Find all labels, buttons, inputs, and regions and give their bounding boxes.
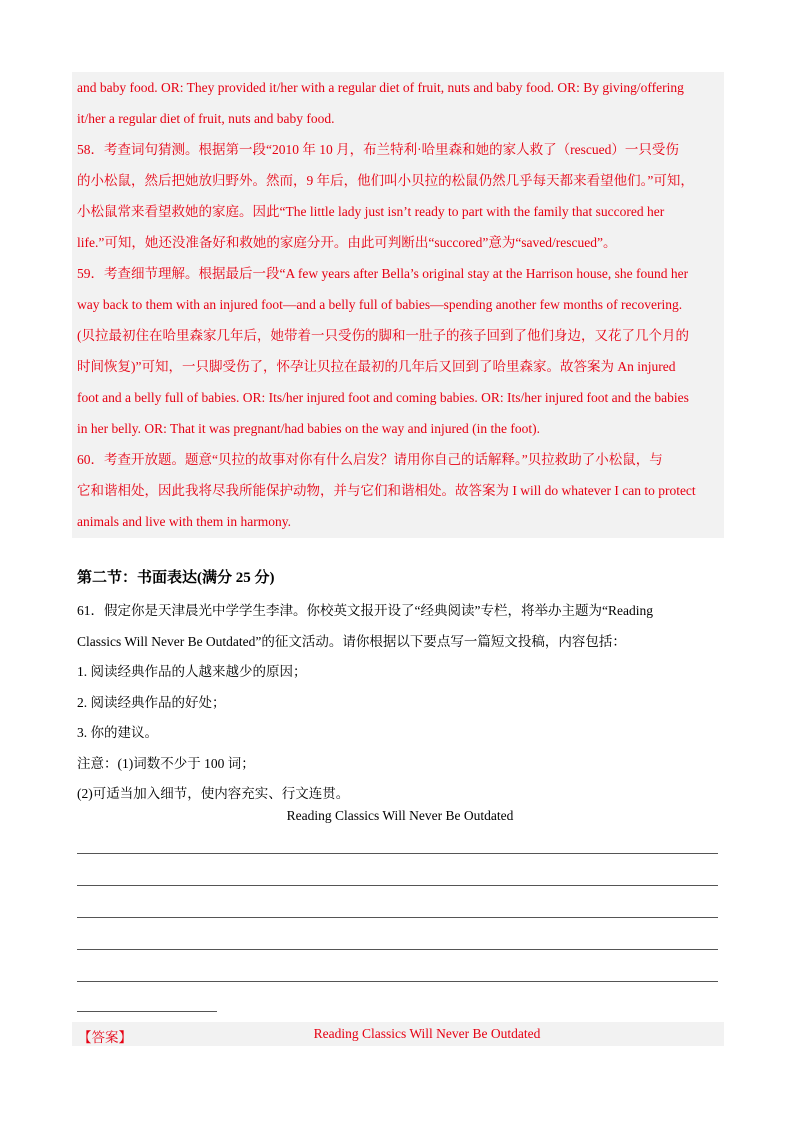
writing-line [77,981,718,982]
answer-line: it/her a regular diet of fruit, nuts and baby food. [77,111,335,126]
answer-line: 60．考查开放题。题意“贝拉的故事对你有什么启发？请用你自己的话解释。”贝拉救助了小松鼠，与 [77,452,663,467]
answer-essay-title: Reading Classics Will Never Be Outdated [313,1026,541,1041]
answer-line: 小松鼠常来看望救她的家庭。因此“The little lady just isn’t ready to part with the family that succored her [77,204,665,219]
writing-prompt [77,596,727,810]
answer-label: 【答案】 [78,1030,132,1045]
prompt-line: 注意：(1)词数不少于 100 词； [77,755,255,771]
answer-line: 58．考查词句猜测。根据第一段“2010 年 10 月，布兰特利·哈里森和她的家人救了（rescued）一只受伤 [77,142,679,157]
answer-explanation-block [72,72,724,538]
answer-line: 59．考查细节理解。根据最后一段“A few years after Bella’s original stay at the Harrison house, she found her [77,266,689,281]
essay-title: Reading Classics Will Never Be Outdated [286,808,514,823]
footnote-divider [77,1011,217,1012]
prompt-line: Classics Will Never Be Outdated”的征文活动。请你根据以下要点写一篇短文投稿，内容包括： [77,633,626,649]
answer-line: 时间恢复)”可知，一只脚受伤了，怀孕让贝拉在最初的几年后又回到了哈里森家。故答案为 An injured [77,359,676,374]
writing-line [77,853,718,854]
answer-line: 的小松鼠，然后把她放归野外。然而，9 年后，他们叫小贝拉的松鼠仍然几乎每天都来看望他们。”可知， [77,173,694,188]
prompt-line: 2. 阅读经典作品的好处； [77,694,226,710]
answer-line: foot and a belly full of babies. OR: Its/her injured foot and coming babies. OR: Its/her injured foot and the babies [77,390,689,405]
answer-line: and baby food. OR: They provided it/her with a regular diet of fruit, nuts and baby food. OR: By giving/offering [77,80,684,95]
answer-footer [72,1022,724,1046]
answer-line: (贝拉最初住在哈里森家几年后，她带着一只受伤的脚和一肚子的孩子回到了他们身边，又花了几个月的 [77,328,689,343]
writing-line [77,885,718,886]
section-heading: 第二节：书面表达(满分 25 分) [77,570,275,586]
answer-line: in her belly. OR: That it was pregnant/had babies on the way and injured (in the foot). [77,421,541,436]
answer-line: way back to them with an injured foot—and a belly full of babies—spending another few months of recovering. [77,297,683,312]
prompt-line: (2)可适当加入细节，使内容充实、行文连贯。 [77,786,350,801]
prompt-line: 1. 阅读经典作品的人越来越少的原因； [77,664,307,679]
prompt-line: 61．假定你是天津晨光中学学生李津。你校英文报开设了“经典阅读”专栏，将举办主题为“Reading [77,603,653,618]
answer-line: 它和谐相处，因此我将尽我所能保护动物，并与它们和谐相处。故答案为 I will do whatever I can to protect [77,483,696,498]
writing-line [77,949,718,950]
prompt-line: 3. 你的建议。 [77,725,158,740]
answer-line: life.”可知，她还没准备好和救她的家庭分开。由此可判断出“succored”意为“saved/rescued”。 [77,235,617,250]
writing-line [77,917,718,918]
answer-line: animals and live with them in harmony. [77,514,291,529]
